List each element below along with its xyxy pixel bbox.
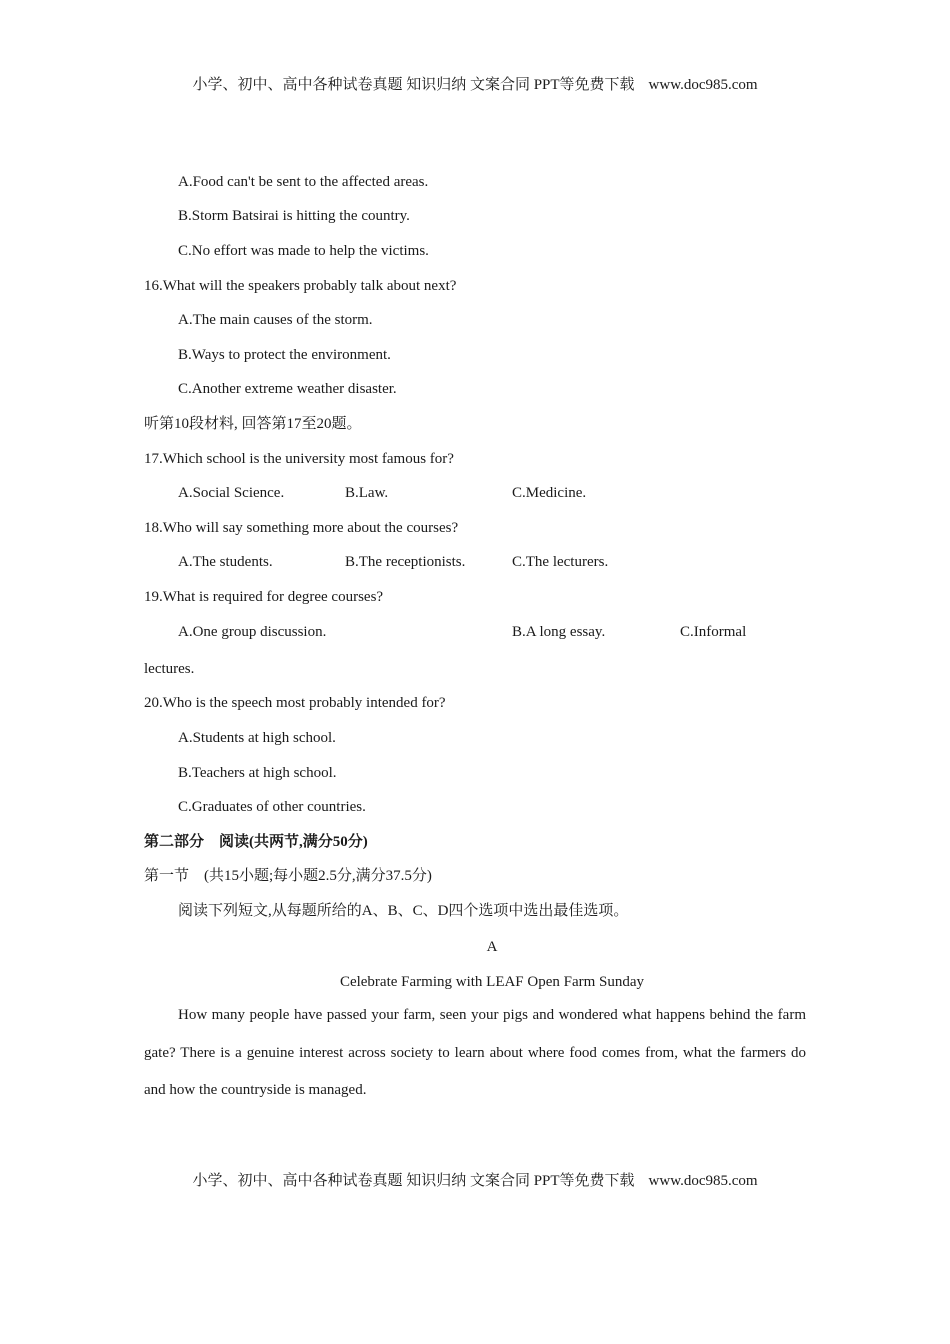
q20-option-c: C.Graduates of other countries. — [178, 799, 366, 815]
passage-label: A — [486, 939, 498, 955]
q19-option-a: A.One group discussion. — [178, 624, 327, 640]
header-site-link[interactable]: www.doc985.com — [648, 77, 758, 93]
footer-site-link[interactable]: www.doc985.com — [648, 1173, 758, 1189]
q15-option-a: A.Food can't be sent to the affected areas. — [178, 174, 429, 190]
q19-option-b: B.A long essay. — [512, 624, 606, 640]
q16-option-c: C.Another extreme weather disaster. — [178, 381, 397, 397]
q20-question: 20.Who is the speech most probably intended for? — [144, 695, 446, 711]
q18-option-c: C.The lecturers. — [512, 554, 609, 570]
q17-option-c: C.Medicine. — [512, 485, 587, 501]
q17-option-a: A.Social Science. — [178, 485, 285, 501]
passage-title: Celebrate Farming with LEAF Open Farm Sunday — [339, 974, 645, 990]
part2-instruction: 阅读下列短文,从每题所给的A、B、C、D四个选项中选出最佳选项。 — [178, 903, 629, 919]
header-ad-text: 小学、初中、高中各种试卷真题 知识归纳 文案合同 PPT等免费下载 — [192, 77, 635, 93]
page-header — [0, 73, 950, 94]
q17-option-b: B.Law. — [345, 485, 389, 501]
section10-instruction: 听第10段材料, 回答第17至20题。 — [144, 416, 362, 432]
q16-question: 16.What will the speakers probably talk about next? — [144, 278, 457, 294]
q20-option-b: B.Teachers at high school. — [178, 765, 337, 781]
q19-option-c-continued: lectures. — [144, 661, 195, 677]
part2-title: 第二部分 阅读(共两节,满分50分) — [144, 834, 368, 850]
part2-section1: 第一节 (共15小题;每小题2.5分,满分37.5分) — [144, 868, 432, 884]
q18-option-a: A.The students. — [178, 554, 273, 570]
q19-option-c: C.Informal — [680, 624, 747, 640]
passage-paragraph: How many people have passed your farm, seen your pigs and wondered what happens behind the farm gate? There is a genuine interest across society to learn about where food comes from, what the farmers do and how the countryside is managed. — [144, 1007, 806, 1098]
q20-option-a: A.Students at high school. — [178, 730, 336, 746]
q18-option-b: B.The receptionists. — [345, 554, 466, 570]
q19-question: 19.What is required for degree courses? — [144, 589, 384, 605]
page-footer — [0, 1169, 950, 1190]
footer-ad-text: 小学、初中、高中各种试卷真题 知识归纳 文案合同 PPT等免费下载 — [192, 1173, 635, 1189]
q15-option-b: B.Storm Batsirai is hitting the country. — [178, 208, 410, 224]
q17-question: 17.Which school is the university most famous for? — [144, 451, 454, 467]
q16-option-a: A.The main causes of the storm. — [178, 312, 373, 328]
q16-option-b: B.Ways to protect the environment. — [178, 347, 391, 363]
q15-option-c: C.No effort was made to help the victims. — [178, 243, 429, 259]
q18-question: 18.Who will say something more about the courses? — [144, 520, 459, 536]
